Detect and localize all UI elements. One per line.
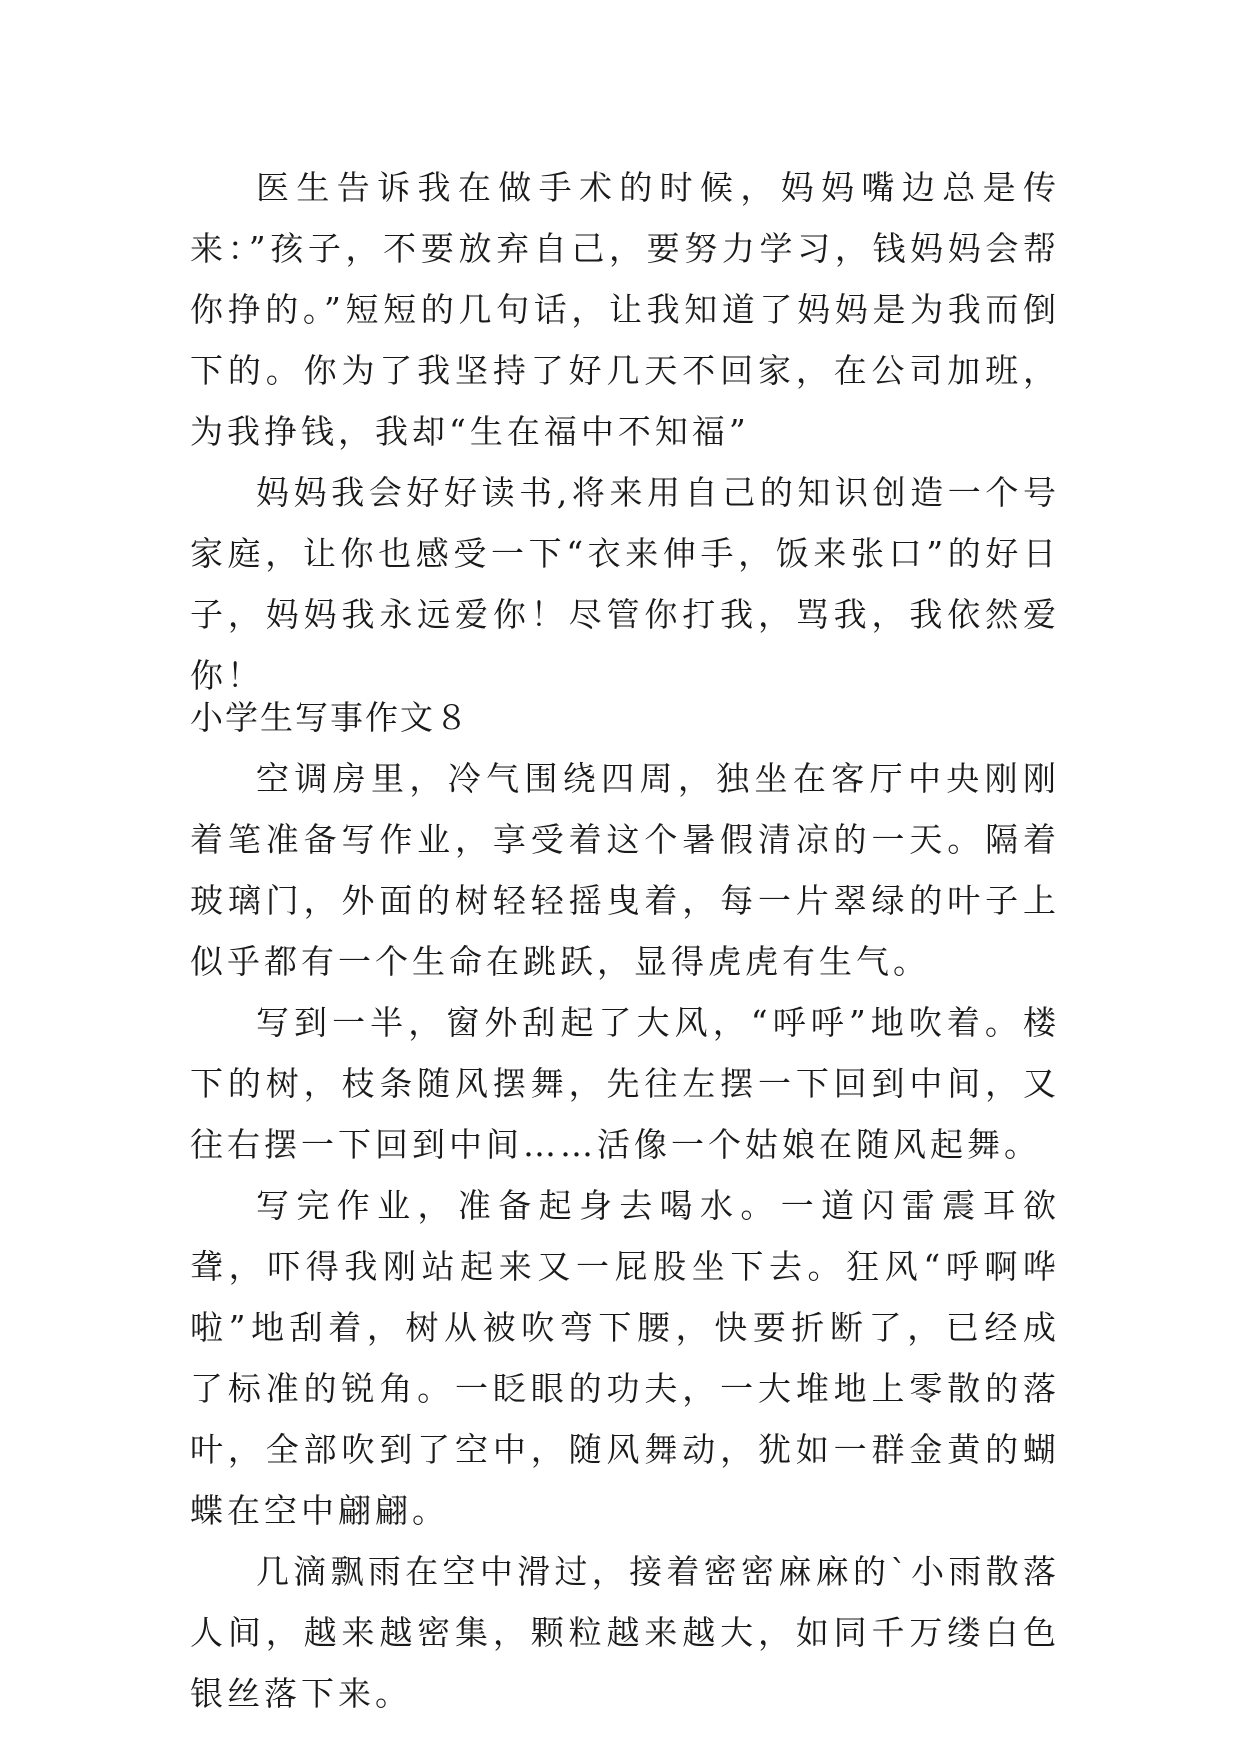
paragraph: 几滴飘雨在空中滑过，接着密密麻麻的`小雨散落人间，越来越密集，颗粒越来越大，如同千万缕白色银丝落下来。 [190,1552,1060,1713]
section-heading: 小学生写事作文８ [190,698,470,737]
paragraph: 医生告诉我在做手术的时候，妈妈嘴边总是传来：”孩子，不要放弃自己，要努力学习，钱妈妈会帮你挣的。”短短的几句话，让我知道了妈妈是为我而倒下的。你为了我坚持了好几天不回家，在公司加班，为我挣钱，我却“生在福中不知福” [190,168,1060,451]
paragraph: 妈妈我会好好读书,将来用自己的知识创造一个号家庭，让你也感受一下“衣来伸手，饭来张口”的好日子，妈妈我永远爱你！尽管你打我，骂我，我依然爱你！ [190,473,1060,695]
paragraph: 写完作业，准备起身去喝水。一道闪雷震耳欲聋，吓得我刚站起来又一屁股坐下去。狂风“呼啊哗啦”地刮着，树从被吹弯下腰，快要折断了，已经成了标准的锐角。一眨眼的功夫，一大堆地上零散的落叶，全部吹到了空中，随风舞动，犹如一群金黄的蝴蝶在空中翩翩。 [190,1186,1060,1530]
body-text-section [190,157,1060,706]
paragraph: 写到一半，窗外刮起了大风，“呼呼”地吹着。楼下的树，枝条随风摆舞，先往左摆一下回到中间，又往右摆一下回到中间……活像一个姑娘在随风起舞。 [190,1003,1060,1164]
body-text-section [190,748,1060,1724]
paragraph: 空调房里，冷气围绕四周，独坐在客厅中央刚刚着笔准备写作业，享受着这个暑假清凉的一天。隔着玻璃门，外面的树轻轻摇曳着，每一片翠绿的叶子上似乎都有一个生命在跳跃，显得虎虎有生气。 [190,759,1060,981]
